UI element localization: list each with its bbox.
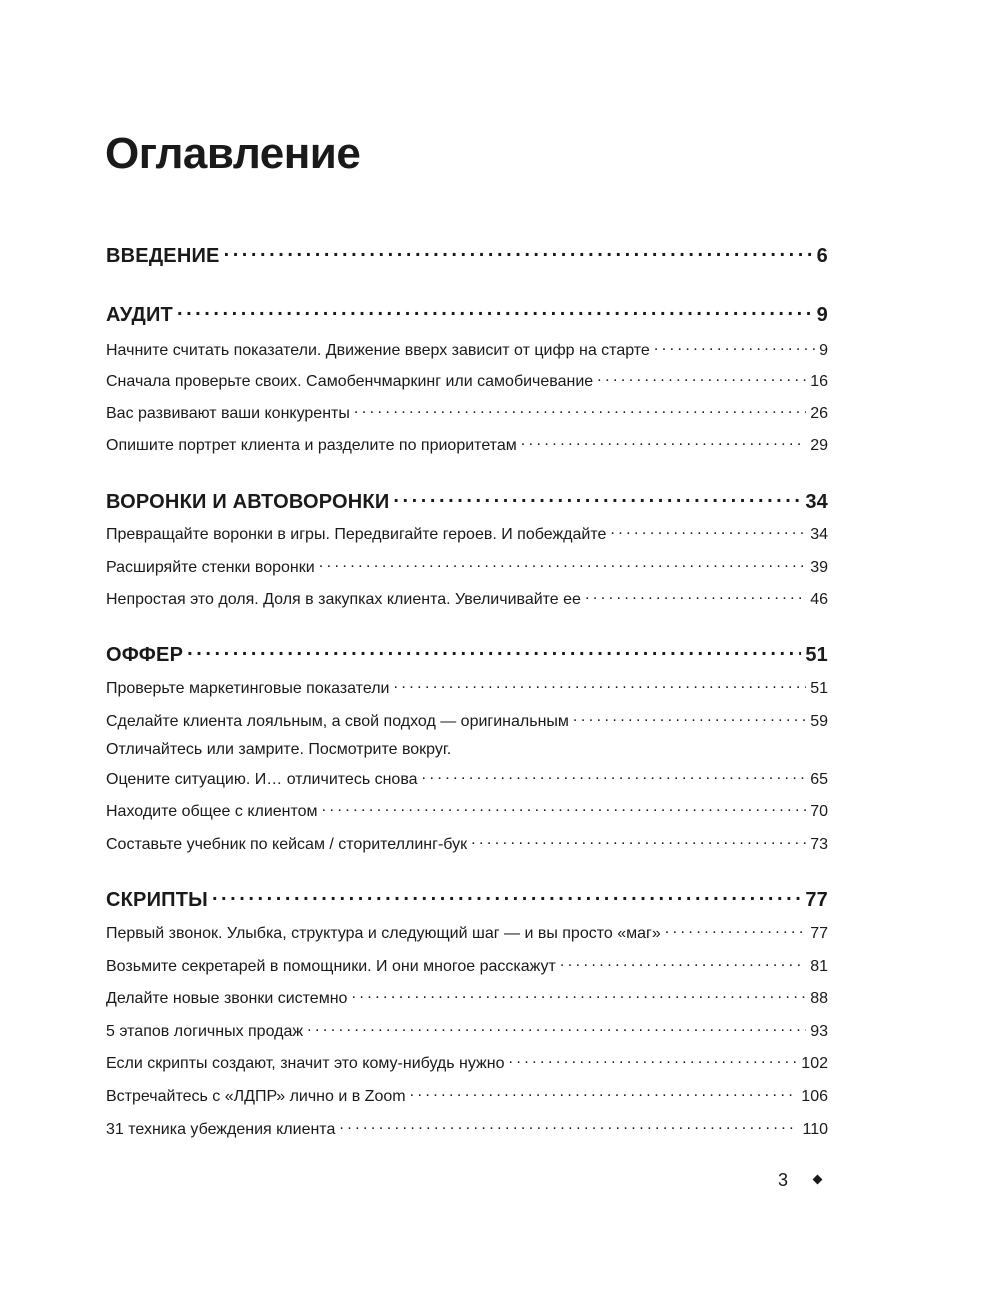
page-title: Оглавление: [105, 129, 361, 178]
dot-leader: [322, 800, 807, 816]
toc-section[interactable]: [106, 588, 828, 609]
toc-chapter-intro[interactable]: [106, 242, 828, 268]
dot-leader: [654, 339, 815, 355]
page-number: 34: [810, 526, 828, 543]
dot-leader: [585, 588, 806, 604]
toc-section[interactable]: [106, 800, 828, 821]
section-title: Опишите портрет клиента и разделите по приоритетам: [106, 437, 517, 454]
toc-chapter-funnels[interactable]: [106, 488, 828, 514]
dot-leader: [471, 833, 806, 849]
page-number: 93: [810, 1023, 828, 1040]
page-number: 46: [810, 591, 828, 608]
page-number: 73: [810, 836, 828, 853]
toc-section[interactable]: [106, 1118, 828, 1139]
section-title: Начните считать показатели. Движение вверх зависит от цифр на старте: [106, 342, 650, 359]
toc-chapter-audit[interactable]: [106, 301, 828, 327]
section-title: Расширяйте стенки воронки: [106, 559, 315, 576]
page-number: 29: [810, 437, 828, 454]
page-number: 16: [810, 373, 828, 390]
toc-section[interactable]: [106, 833, 828, 854]
toc-section[interactable]: [106, 768, 828, 789]
toc-section[interactable]: [106, 1085, 828, 1106]
dot-leader: [422, 768, 807, 784]
toc-section[interactable]: [106, 710, 828, 731]
toc-section[interactable]: [106, 1020, 828, 1041]
toc-chapter-offer[interactable]: [106, 641, 828, 667]
chapter-title: ВОРОНКИ И АВТОВОРОНКИ: [106, 491, 390, 513]
section-title: Сначала проверьте своих. Самобенчмаркинг или самобичевание: [106, 373, 594, 390]
section-title: Составьте учебник по кейсам / сторителлинг-бук: [106, 836, 468, 853]
toc-section[interactable]: [106, 1052, 828, 1073]
page-number: 9: [816, 304, 828, 326]
page-number: 65: [810, 771, 828, 788]
section-title-line1: Отличайтесь или замрите. Посмотрите вокруг.: [106, 741, 452, 758]
toc-section[interactable]: [106, 370, 828, 391]
page-number: 88: [810, 990, 828, 1007]
page-number: 51: [805, 644, 828, 666]
dot-leader: [597, 370, 806, 386]
dot-leader: [224, 242, 813, 262]
toc-section[interactable]: [106, 922, 828, 943]
toc-section[interactable]: [106, 434, 828, 455]
page-number: 59: [810, 713, 828, 730]
toc-section[interactable]: [106, 677, 828, 698]
page-number: 77: [805, 889, 828, 911]
toc-section[interactable]: [106, 523, 828, 544]
page-number: 9: [819, 342, 828, 359]
chapter-title: АУДИТ: [106, 304, 173, 326]
section-title: Если скрипты создают, значит это кому-нибудь нужно: [106, 1055, 505, 1072]
section-title: Первый звонок. Улыбка, структура и следующий шаг — и вы просто «маг»: [106, 925, 661, 942]
page-number: 110: [802, 1121, 828, 1138]
chapter-title: ВВЕДЕНИЕ: [106, 245, 220, 267]
dot-leader: [354, 402, 806, 418]
dot-leader: [351, 987, 806, 1003]
page-number: 106: [801, 1088, 828, 1105]
toc-section[interactable]: [106, 402, 828, 423]
chapter-title: СКРИПТЫ: [106, 889, 208, 911]
page-number: 70: [810, 803, 828, 820]
page-number: 6: [816, 245, 828, 267]
section-title: Оцените ситуацию. И… отличитесь снова: [106, 771, 418, 788]
section-title: Превращайте воронки в игры. Передвигайте героев. И побеждайте: [106, 526, 607, 543]
dot-leader: [393, 677, 806, 693]
dot-leader: [410, 1085, 798, 1101]
dot-leader: [177, 301, 813, 321]
section-title: Сделайте клиента лояльным, а свой подход — оригинальным: [106, 713, 569, 730]
toc-section[interactable]: [106, 987, 828, 1008]
page-number: 102: [801, 1055, 828, 1072]
dot-leader: [307, 1020, 806, 1036]
toc-section[interactable]: [106, 556, 828, 577]
dot-leader: [610, 523, 806, 539]
dot-leader: [339, 1118, 798, 1134]
dot-leader: [393, 488, 801, 508]
page-number: 26: [810, 405, 828, 422]
toc-section[interactable]: [106, 339, 828, 360]
dot-leader: [665, 922, 806, 938]
diamond-icon: [813, 1175, 823, 1185]
dot-leader: [187, 641, 801, 661]
section-title: Делайте новые звонки системно: [106, 990, 348, 1007]
dot-leader: [560, 955, 806, 971]
chapter-title: ОФФЕР: [106, 644, 184, 666]
toc-chapter-scripts[interactable]: [106, 886, 828, 912]
page-number: 39: [810, 559, 828, 576]
dot-leader: [521, 434, 806, 450]
dot-leader: [573, 710, 806, 726]
section-title: 5 этапов логичных продаж: [106, 1023, 304, 1040]
dot-leader: [508, 1052, 797, 1068]
section-title: Вас развивают ваши конкуренты: [106, 405, 350, 422]
section-title: Возьмите секретарей в помощники. И они многое расскажут: [106, 958, 556, 975]
section-title: Находите общее с клиентом: [106, 803, 318, 820]
page-number: 81: [810, 958, 828, 975]
footer-page-number: 3: [778, 1170, 789, 1190]
section-title: Встречайтесь с «ЛДПР» лично и в Zoom: [106, 1088, 406, 1105]
page-footer: [778, 1170, 821, 1191]
dot-leader: [212, 886, 801, 906]
section-title: Непростая это доля. Доля в закупках клиента. Увеличивайте ее: [106, 591, 581, 608]
page-number: 34: [805, 491, 828, 513]
page-number: 51: [810, 680, 828, 697]
page-number: 77: [810, 925, 828, 942]
toc-section[interactable]: [106, 955, 828, 976]
section-title: Проверьте маркетинговые показатели: [106, 680, 390, 697]
dot-leader: [319, 556, 807, 572]
section-title: 31 техника убеждения клиента: [106, 1121, 336, 1138]
